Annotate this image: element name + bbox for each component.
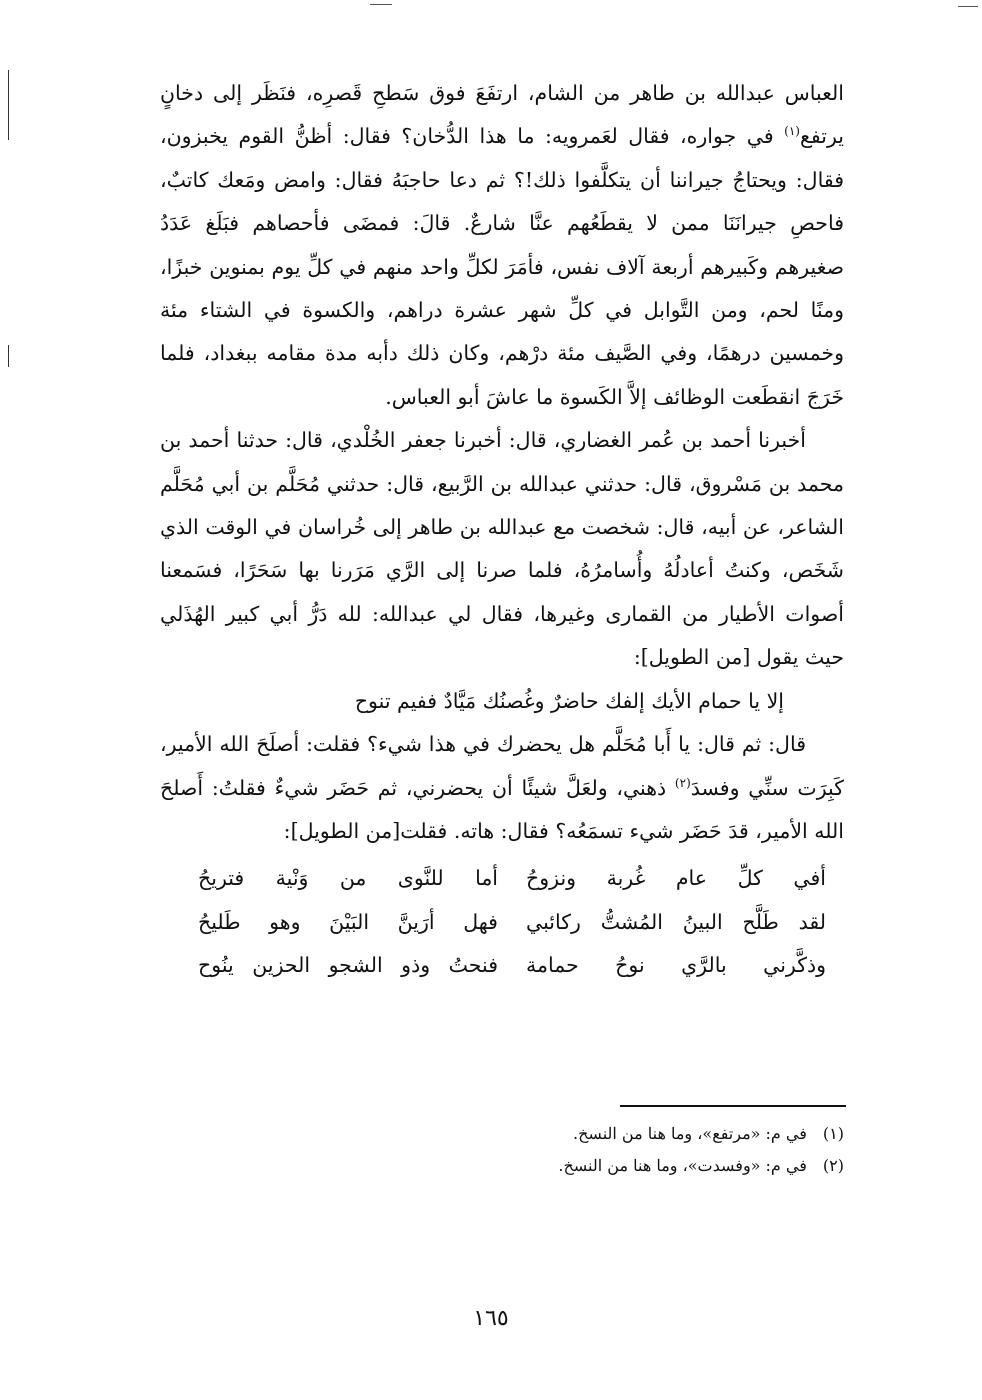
paragraph-3	[160, 723, 844, 853]
paragraph-2: أخبرنا أحمد بن عُمر الغضاري، قال: أخبرنا جعفر الخُلْدي، قال: حدثنا أحمد بن محمد بن مَسْروق، قال: حدثني عبدالله بن الرَّبيع، قال: حدثني مُحَلَّم بن أبي مُحَلَّم الشاعر، عن أبيه، قال: شخصت مع عبدالله بن طاهر إلى خُراسان في الوقت الذي شَخَص، وكنتُ أعادلُهُ وأُسامرُهُ، فلما صرنا إلى الرَّي مَرَرنا بها سَحَرًا، فسَمعنا أصوات الأطيار من القمارى وغيرها، فقال لي عبدالله: لله دَرُّ أبي كبير الهُذَلي حيث يقول [من الطويل]:	[160, 428, 844, 670]
poem-line	[160, 857, 844, 900]
paragraph-3-continued: ذهني، ولعَلَّ شيئًا أن يحضرني، ثم حَضَر شيءٌ فقلتُ: أَصلحَ الله الأمير، قدَ حَضَر شيء تسمَعُه؟ فقال: هاته. فقلت[من الطويل]:	[160, 775, 844, 843]
margin-tick	[8, 345, 9, 367]
poem-hemistich-second: فهل أرَينَّ البَيْنَ وهو طَليحُ	[198, 909, 498, 934]
paragraph-1	[160, 72, 844, 419]
footnote-divider	[620, 1105, 846, 1107]
poem-hemistich-second: فنحتُ وذو الشجو الحزين ينُوح	[198, 953, 498, 978]
poem-line	[160, 901, 844, 944]
poem	[160, 857, 844, 987]
scan-mark-top-left	[370, 4, 392, 5]
footnote-ref-2: (٢)	[674, 775, 691, 790]
paragraph-1-continued: في جواره، فقال لعَمرويه: ما هذا الدُّخان؟ فقال: أظنُّ القوم يخبزون، فقال: ويحتاجُ جيراننا أن يتكلَّفوا ذلك!؟ ثم دعا حاجبَهُ فقال: وامض ومَعك كاتبٌ، فاحصِ جيرانَنَا ممن لا يقطَعُهم عنَّا شارعٌ. قالَ: فمضَى فأحصاهم فبَلَغ عَدَدُ صغيرهم وكَبيرهم أربعة آلاف نفس، فأمَرَ لكلِّ واحد منهم في كلِّ يوم بمنوين خبزًا، ومنًا لحم، ومن التَّوابل في كلِّ شهر عشرة دراهم، والكسوة في الشتاء مئة وخمسين درهمًا، وفي الصَّيف مئة درْهم، وكان ذلك دأبه مدة مقامه ببغداد، فلما خَرَجَ انقطَعت الوظائف إلاَّ الكَسوة ما عاشَ أبو العباس.	[160, 124, 844, 409]
footnote-1	[300, 1118, 844, 1150]
footnote-number: (١)	[822, 1124, 844, 1143]
paragraph-1-text: العباس عبدالله بن طاهر من الشام، ارتفَعَ فوق سَطحِ قَصرِه، فنَظَر إلى دخانٍ يرتفع	[160, 81, 844, 149]
page-number: ١٦٥	[473, 1306, 509, 1331]
poem-hemistich-second: أما للنَّوى من وَنْية فتريحُ	[198, 866, 498, 891]
footnote-text: في م: «وفسدت»، وما هنا من النسخ.	[558, 1156, 807, 1175]
main-text	[160, 72, 844, 988]
poem-hemistich-first: لقد طَلَّح البينُ المُشتُّ ركائبي	[526, 909, 826, 934]
footnote-number: (٢)	[822, 1156, 844, 1175]
footnotes	[300, 1118, 844, 1182]
paragraph-3-text: قال: ثم قال: يا أَبا مُحَلَّم هل يحضرك في هذا شيء؟ فقلت: أصلَحَ الله الأمير، كَبِرَت سنِّي وفسدَ	[160, 732, 844, 800]
footnote-2	[300, 1150, 844, 1182]
poem-line	[160, 944, 844, 987]
scan-mark-top-right	[958, 6, 978, 7]
quoted-verse: إلا يا حمام الأيك إلفك حاضرٌ وغُصنُك مَيَّادٌ ففيم تنوح	[354, 688, 784, 713]
poem-hemistich-first: أفي كلِّ عام غُربة ونزوحُ	[526, 866, 826, 891]
margin-rule	[8, 70, 9, 140]
footnote-text: في م: «مرتفع»، وما هنا من النسخ.	[573, 1124, 807, 1143]
footnote-ref-1: (١)	[784, 124, 800, 139]
poem-hemistich-first: وذكَّرني بالرَّي نوحُ حمامة	[526, 953, 826, 978]
